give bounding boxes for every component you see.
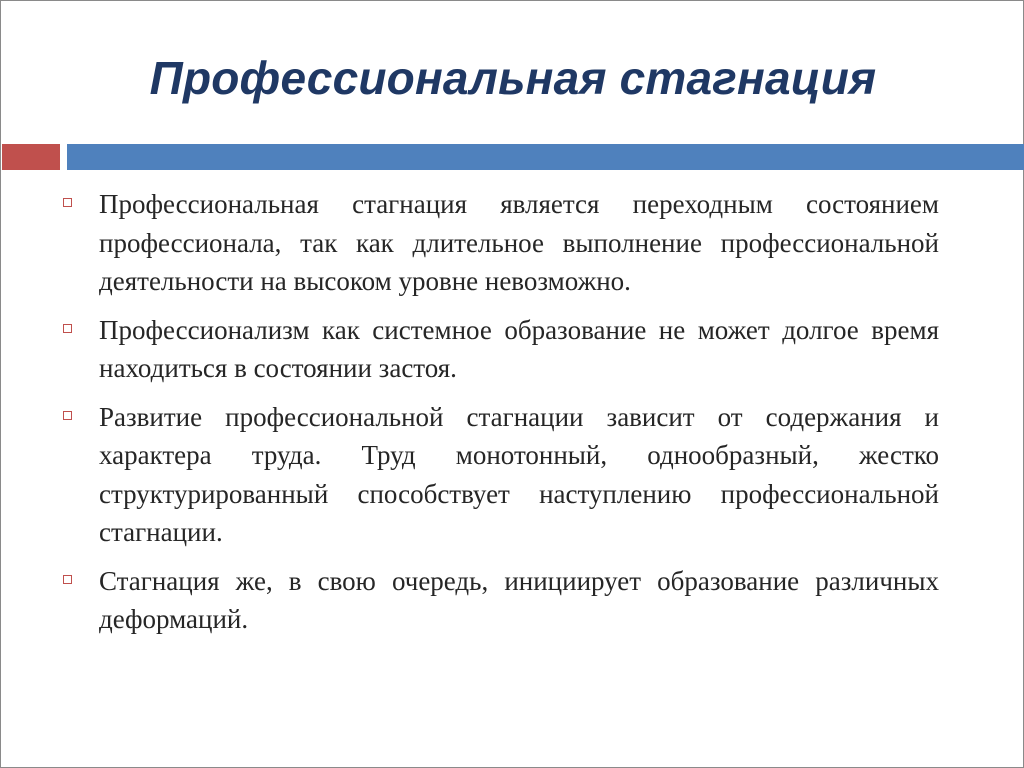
- hollow-square-icon: [63, 411, 72, 420]
- list-item-text: Профессиональная стагнация является переходным состоянием профессионала, так как длительное выполнение профессиональной деятельности на высоком уровне невозможно.: [99, 189, 939, 296]
- bullet-list: [61, 185, 939, 649]
- hollow-square-icon: [63, 198, 72, 207]
- list-item: [61, 398, 939, 552]
- list-item: [61, 185, 939, 301]
- list-item: [61, 311, 939, 388]
- list-item-text: Развитие профессиональной стагнации зависит от содержания и характера труда. Труд монотонный, однообразный, жестко структурированный способствует наступлению профессиональной стагнации.: [99, 401, 939, 547]
- title-accent-bar-right: [67, 144, 1024, 170]
- slide-title: Профессиональная стагнация: [149, 52, 877, 104]
- list-item: [61, 562, 939, 639]
- list-item-text: Профессионализм как системное образование не может долгое время находиться в состоянии застоя.: [99, 314, 939, 383]
- list-item-text: Стагнация же, в свою очередь, инициирует образование различных деформаций.: [99, 565, 939, 634]
- title-accent-bar-left: [2, 144, 60, 170]
- hollow-square-icon: [63, 575, 72, 584]
- hollow-square-icon: [63, 324, 72, 333]
